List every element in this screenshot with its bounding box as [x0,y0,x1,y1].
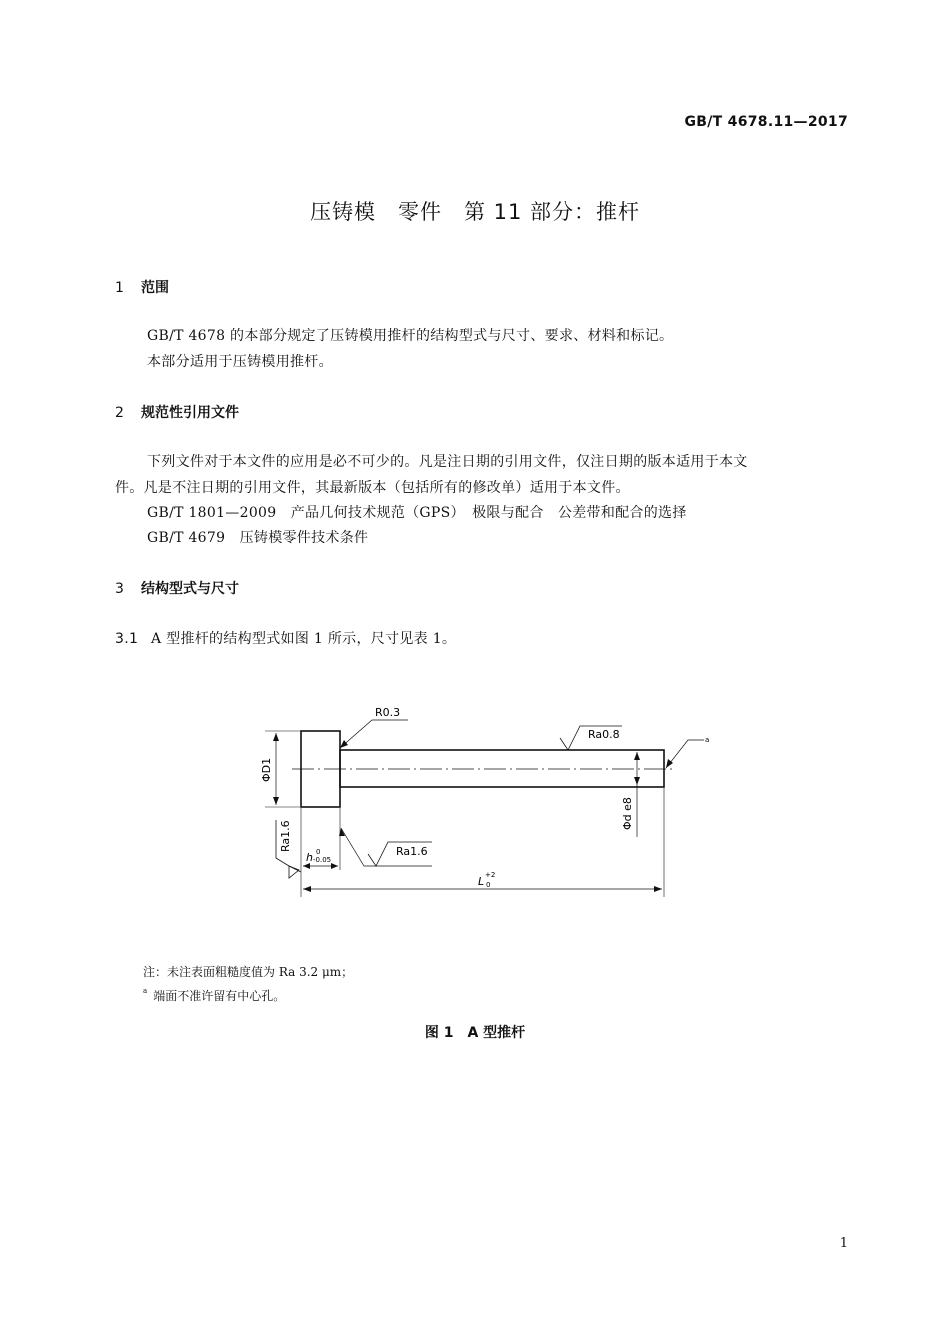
label-l-tol-low: 0 [486,881,491,889]
label-l: L [478,875,485,888]
paragraph: 本部分适用于压铸模用推杆。 [147,354,333,370]
section-number: 1 [115,280,124,296]
label-l-tol-up: +2 [485,871,496,879]
standard-number: GB/T 4678.11—2017 [684,114,848,130]
section-title: 结构型式与尺寸 [141,581,239,597]
page-number: 1 [839,1236,848,1251]
footnote-mark: a [143,987,148,995]
reference-item: GB/T 1801—2009 产品几何技术规范（GPS） 极限与配合 公差带和配合的选择 [147,505,687,521]
section-number: 3 [115,581,124,597]
label-h: h [306,851,313,864]
label-ra08: Ra0.8 [588,728,620,741]
section-title: 范围 [141,280,169,296]
figure-footnote [143,987,285,1004]
label-a: a [705,736,710,744]
r03-leader [340,720,408,748]
subsection-text: A 型推杆的结构型式如图 1 所示，尺寸见表 1。 [151,631,457,647]
label-h-tol-up: 0 [316,848,321,856]
label-phi-d1: ΦD1 [260,757,273,782]
paragraph-line: 件。凡是不注日期的引用文件，其最新版本（包括所有的修改单）适用于本文件。 [115,480,630,496]
label-r03: R0.3 [375,706,401,719]
section-number: 2 [115,405,124,421]
figure-caption: 图 1 A 型推杆 [424,1025,526,1041]
label-phi-d-e8: Φd e8 [621,797,634,830]
section-title: 规范性引用文件 [141,405,239,421]
pin-shank-outline [340,750,664,787]
footnote-text: 端面不准许留有中心孔。 [153,989,286,1003]
label-h-tol-low: -0.05 [313,856,332,864]
page-title: 压铸模 零件 第 11 部分：推杆 [309,200,641,224]
reference-item: GB/T 4679 压铸模零件技术条件 [147,530,369,546]
paragraph-line: 下列文件对于本文件的应用是必不可少的。凡是注日期的引用文件，仅注日期的版本适用于本文 [147,454,748,470]
figure-note: 注：未注表面粗糙度值为 Ra 3.2 μm； [143,965,354,979]
paragraph: GB/T 4678 的本部分规定了压铸模用推杆的结构型式与尺寸、要求、材料和标记。 [147,328,674,344]
label-ra16: Ra1.6 [396,845,428,858]
label-ra16-side: Ra1.6 [279,820,292,852]
subsection-number: 3.1 [115,631,139,647]
